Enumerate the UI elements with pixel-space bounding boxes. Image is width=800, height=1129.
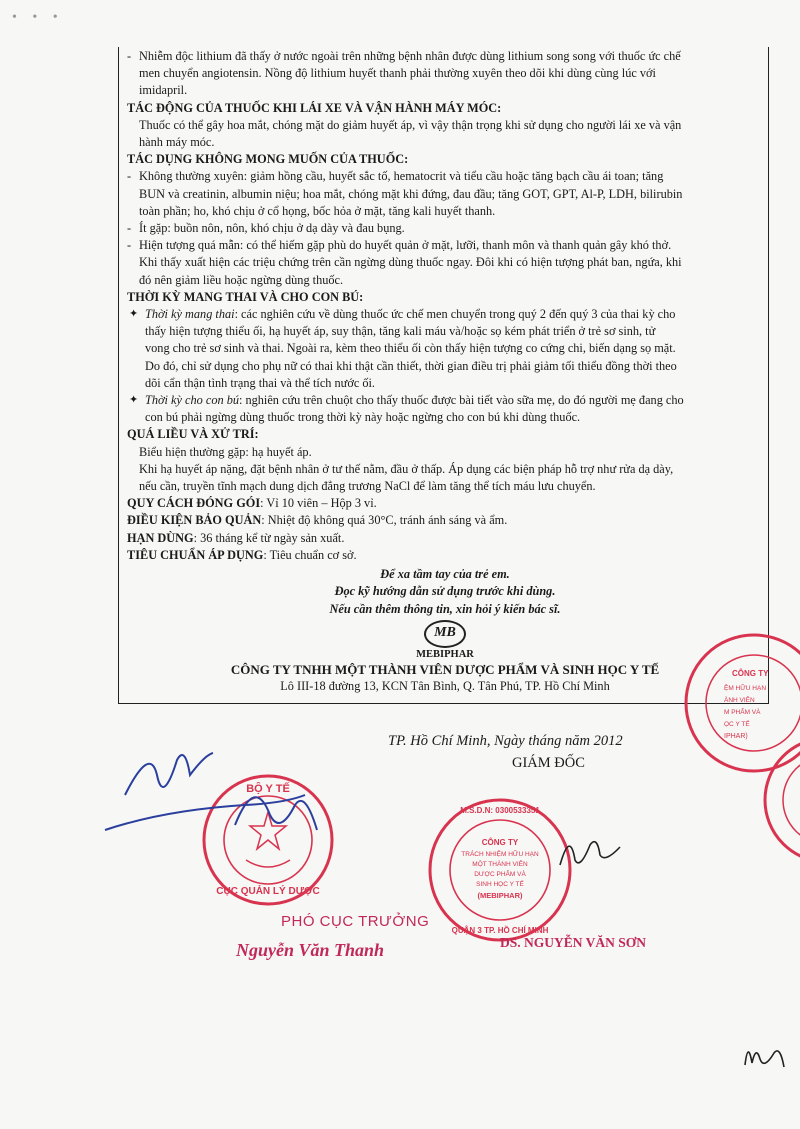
- rare-effects: - Ít gặp: buồn nôn, nôn, khó chịu ở dạ dày và đau bụng.: [127, 220, 763, 237]
- standard-value: : Tiêu chuẩn cơ sở.: [263, 547, 357, 562]
- overdose-heading: QUÁ LIỀU VÀ XỬ TRÍ:: [127, 427, 259, 442]
- svg-text:CÔNG TY: CÔNG TY: [732, 669, 769, 678]
- overdose-line-3: nếu cần, truyền tĩnh mạch dung dịch đẳng trương NaCl để làm tăng thể tích máu lưu chuyển.: [139, 479, 596, 494]
- company-name: CÔNG TY TNHH MỘT THÀNH VIÊN DƯỢC PHẨM VÀ SINH HỌC Y TẾ: [230, 661, 660, 677]
- lactation-line-2: con bú phải ngừng dùng thuốc trong thời kỳ này hoặc ngừng cho con bú khi dùng thuốc.: [145, 410, 581, 425]
- pregnancy-line-2: thấy hiện tượng thiểu ối, hạ huyết áp, suy thận, tăng kali máu và/hoặc sọ kém phát triển ở trẻ sơ sinh, tử: [145, 324, 656, 339]
- logo-name: MEBIPHAR: [416, 648, 474, 660]
- svg-text:BỘ Y TẾ: BỘ Y TẾ: [246, 783, 290, 795]
- leaflet-body: [127, 48, 763, 695]
- director-title: GIÁM ĐỐC: [512, 755, 585, 771]
- svg-text:DƯỢC PHẨM VÀ: DƯỢC PHẨM VÀ: [474, 871, 526, 878]
- side-effects-heading: TÁC DỤNG KHÔNG MONG MUỐN CỦA THUỐC:: [127, 152, 409, 167]
- note-ask-doctor: Nếu cần thêm thông tin, xin hỏi ý kiến bác sĩ.: [329, 601, 561, 616]
- pregnancy-line-4: Do đó, chỉ sử dụng cho phụ nữ có thai khi thật cần thiết, thời gian điều trị phải giảm tối thiểu đồng thời theo: [145, 358, 677, 373]
- hyper-line-1: Hiện tượng quá mẫn: có thể hiếm gặp phù do huyết quản ở mặt, lưỡi, thanh môn và thanh quản gây khó thở.: [139, 238, 672, 253]
- svg-text:ỌC Y TẾ: ỌC Y TẾ: [724, 721, 750, 728]
- vice-director-title: PHÓ CỤC TRƯỞNG: [281, 913, 430, 930]
- scan-speckles: • • •: [12, 10, 64, 25]
- four-point-star-icon: ✦: [129, 308, 139, 321]
- mebiphar-logo-mark: MB: [424, 620, 466, 648]
- four-point-star-icon: ✦: [129, 394, 139, 407]
- standard-line: [127, 547, 763, 564]
- svg-text:CÔNG TY: CÔNG TY: [481, 838, 519, 847]
- uncommon-line-3: toàn phần; ho, khó chịu ở cổ họng, bốc hỏa ở mặt, tăng kali huyết thanh.: [139, 203, 496, 218]
- vice-director-signature: [95, 735, 335, 845]
- partial-stamp-edge: [755, 735, 800, 865]
- vice-director-name: Nguyễn Văn Thanh: [236, 940, 385, 960]
- overdose-line-2: Khi hạ huyết áp nặng, đặt bệnh nhân ở tư thế nằm, đầu ở thấp. Áp dụng các biện pháp hỗ trợ như rửa dạ dày,: [139, 461, 674, 476]
- handwritten-page-mark: [740, 1035, 790, 1075]
- packaging-line: [127, 495, 763, 512]
- lactation-line-1: : nghiên cứu trên chuột cho thấy thuốc được bài tiết vào sữa mẹ, do đó người mẹ đang cho: [239, 393, 684, 408]
- driving-heading: TÁC ĐỘNG CỦA THUỐC KHI LÁI XE VÀ VẬN HÀNH MÁY MÓC:: [127, 100, 502, 115]
- storage-label: ĐIỀU KIỆN BẢO QUẢN: [127, 513, 262, 528]
- pregnancy-heading: THỜI KỲ MANG THAI VÀ CHO CON BÚ:: [127, 289, 364, 304]
- lithium-warning: - Nhiễm độc lithium đã thấy ở nước ngoài trên những bệnh nhân được dùng lithium song song với thuốc ức chế men chuyển angiotensin. Nồng độ lithium huyết thanh phải thường xuyên theo dõi khi dùng cùng lúc với imidapril.: [127, 48, 763, 100]
- svg-text:QUẬN 3 TP. HỒ CHÍ MINH: QUẬN 3 TP. HỒ CHÍ MINH: [451, 926, 549, 935]
- director-signature: [555, 825, 625, 875]
- lithium-line-1: Nhiễm độc lithium đã thấy ở nước ngoài trên những bệnh nhân được dùng lithium song song với thuốc ức chế: [139, 49, 681, 63]
- lactation-item: [127, 392, 763, 426]
- svg-text:ÀNH VIÊN: ÀNH VIÊN: [724, 697, 755, 704]
- svg-text:TRÁCH NHIỆM HỮU HẠN: TRÁCH NHIỆM HỮU HẠN: [461, 851, 539, 858]
- svg-text:SINH HỌC Y TẾ: SINH HỌC Y TẾ: [476, 881, 524, 888]
- svg-text:CỤC QUẢN LÝ DƯỢC: CỤC QUẢN LÝ DƯỢC: [216, 886, 320, 897]
- note-children: Để xa tầm tay của trẻ em.: [380, 567, 510, 582]
- packaging-value: : Vỉ 10 viên – Hộp 3 vỉ.: [260, 496, 377, 511]
- svg-text:M.S.D.N: 0300533351: M.S.D.N: 0300533351: [460, 806, 540, 815]
- overdose-line-1: Biểu hiện thường gặp: hạ huyết áp.: [139, 444, 312, 459]
- overdose-text: [127, 444, 763, 496]
- pregnancy-item: [127, 306, 763, 392]
- storage-line: [127, 512, 763, 529]
- pregnancy-line-5: dõi cẩn thận tình trạng thai và thể tích nước ối.: [145, 375, 376, 390]
- svg-text:M PHẨM VÀ: M PHẨM VÀ: [724, 709, 761, 716]
- company-logo: [127, 620, 763, 648]
- storage-value: : Nhiệt độ không quá 30°C, tránh ánh sáng và ẩm.: [261, 513, 508, 528]
- company-address: Lô III-18 đường 13, KCN Tân Bình, Q. Tân Phú, TP. Hồ Chí Minh: [280, 678, 610, 693]
- pregnancy-line-1: : các nghiên cứu về dùng thuốc ức chế men chuyển trong quý 2 đến quý 3 của thai kỳ cho: [234, 307, 676, 322]
- lithium-line-3: imidapril.: [139, 83, 188, 98]
- uncommon-effects: - Không thường xuyên: giảm hồng cầu, huyết sắc tố, hematocrit và tiểu cầu hoặc tăng bạch cầu ái toan; tăng BUN và creatinin, albumin niệu; hoa mắt, chóng mặt khi đứng, đau đầu; tăng GOT, GPT, Al-P, LDH, bilirubin toàn phần; ho, khó chịu ở cổ họng, bốc hỏa ở mặt, tăng kali huyết thanh.: [127, 168, 763, 220]
- note-read-instructions: Đọc kỹ hướng dẫn sử dụng trước khi dùng.: [334, 584, 556, 599]
- pregnancy-label: Thời kỳ mang thai: [145, 307, 235, 322]
- driving-line-1: Thuốc có thể gây hoa mắt, chóng mặt do giảm huyết áp, vì vậy thận trọng khi sử dụng cho người lái xe và vận: [139, 117, 682, 132]
- driving-line-2: hành máy móc.: [139, 135, 215, 150]
- svg-text:ỆM HỮU HẠN: ỆM HỮU HẠN: [724, 685, 767, 692]
- hyper-line-2: Khi thấy xuất hiện các triệu chứng trên cần ngừng dùng thuốc ngay. Đôi khi có hiện tượng phát ban, ngứa, khi: [139, 255, 682, 270]
- svg-text:IPHAR): IPHAR): [724, 733, 748, 740]
- rare-line: Ít gặp: buồn nôn, nôn, khó chịu ở dạ dày và đau bụng.: [139, 221, 405, 236]
- safety-notes: [127, 566, 763, 618]
- lactation-label: Thời kỳ cho con bú: [145, 393, 239, 408]
- standard-label: TIÊU CHUẨN ÁP DỤNG: [127, 547, 264, 562]
- shelf-life-label: HẠN DÙNG: [127, 530, 194, 545]
- shelf-life-value: : 36 tháng kể từ ngày sản xuất.: [193, 530, 345, 545]
- company-stamp: [425, 795, 575, 945]
- svg-text:(MEBIPHAR): (MEBIPHAR): [477, 891, 523, 900]
- packaging-label: QUY CÁCH ĐÓNG GÓI: [127, 496, 261, 511]
- hypersensitivity-effects: - Hiện tượng quá mẫn: có thể hiếm gặp phù do huyết quản ở mặt, lưỡi, thanh môn và thanh quản gây khó thở. Khi thấy xuất hiện các triệu chứng trên cần ngừng dùng thuốc ngay. Đôi khi có hiện tượng phát ban, ngứa, khi đó nên giảm liều hoặc ngừng dùng thuốc.: [127, 237, 763, 289]
- pharmacist-name: DS. NGUYỄN VĂN SƠN: [500, 935, 647, 950]
- svg-text:MỘT THÀNH VIÊN: MỘT THÀNH VIÊN: [472, 861, 528, 868]
- uncommon-line-2: BUN và creatinin, albumin niệu; hoa mắt, chóng mặt khi đứng, đau đầu; tăng GOT, GPT, Al-P, LDH, bilirubin: [139, 186, 683, 201]
- uncommon-line-1: Không thường xuyên: giảm hồng cầu, huyết sắc tố, hematocrit và tiểu cầu hoặc tăng bạch cầu ái toan; tăng: [139, 169, 664, 184]
- hyper-line-3: đó nên giảm liều hoặc ngừng dùng thuốc.: [139, 272, 344, 287]
- lithium-line-2: men chuyển angiotensin. Nồng độ lithium huyết thanh phải thường xuyên theo dõi khi dùng cùng lúc với: [139, 66, 656, 81]
- driving-text: [127, 117, 763, 151]
- shelf-life-line: [127, 530, 763, 547]
- pregnancy-line-3: vong cho trẻ sơ sinh và thai. Ngoài ra, kèm theo thiểu ối còn thấy hiện tượng co cứng chi, biến dạng sọ mặt.: [145, 341, 676, 356]
- place-date: TP. Hồ Chí Minh, Ngày tháng năm 2012: [388, 733, 623, 749]
